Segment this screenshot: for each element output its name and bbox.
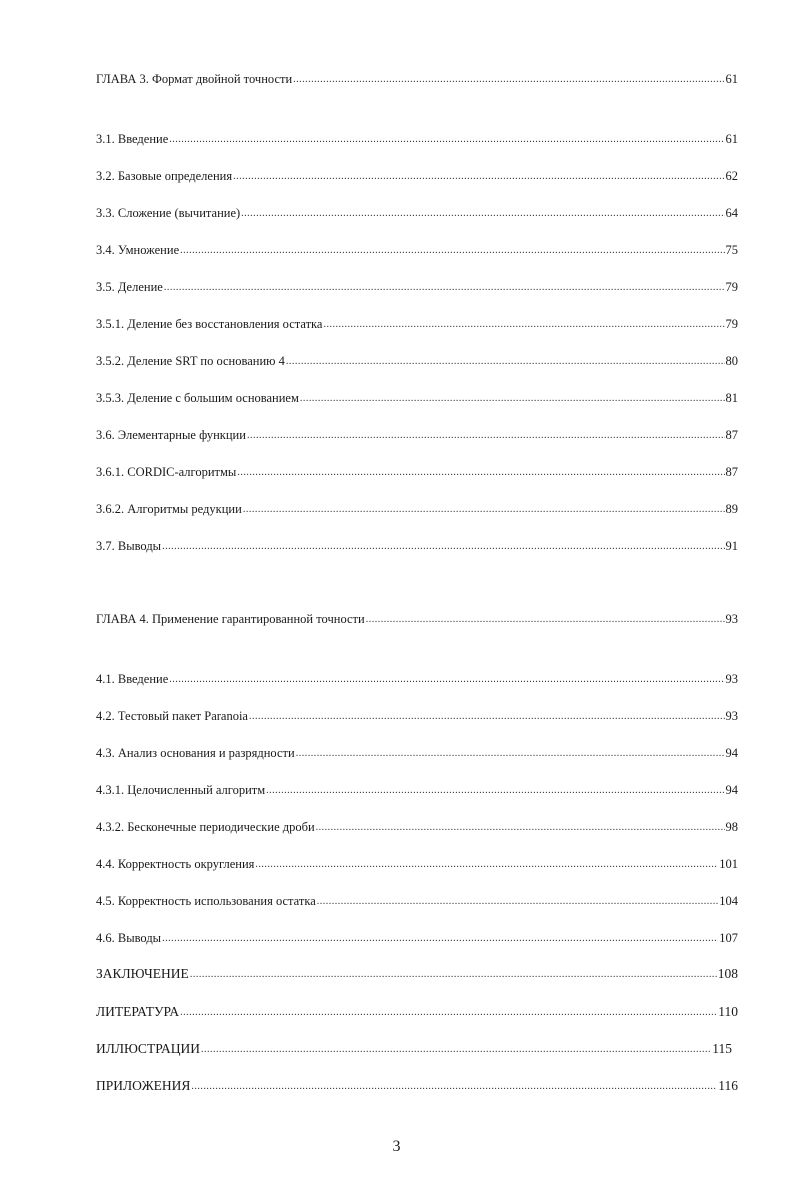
toc-entry (96, 856, 738, 874)
toc-entry (96, 708, 738, 726)
table-of-contents (96, 0, 738, 1192)
toc-entry-label: 3.1. Введение (96, 132, 169, 146)
toc-dot-leader (255, 855, 718, 873)
toc-entry-label: 3.6.1. CORDIC-алгоритмы (96, 465, 237, 479)
toc-dot-leader (293, 70, 724, 88)
toc-entry-label: 4.3.1. Целочисленный алгоритм (96, 783, 266, 797)
toc-entry-page: 87 (725, 428, 738, 442)
toc-dot-leader (300, 389, 725, 407)
toc-entry-page: 93 (725, 672, 738, 686)
toc-dot-leader (323, 315, 724, 333)
toc-entry-chapter-3 (96, 71, 738, 89)
toc-entry-page: 89 (725, 502, 738, 516)
toc-entry-page: 107 (719, 931, 738, 945)
toc-entry (96, 538, 738, 556)
toc-entry-page: 94 (725, 746, 738, 760)
toc-dot-leader (237, 463, 724, 481)
toc-entry (96, 464, 738, 482)
toc-entry-label: 3.7. Выводы (96, 539, 162, 553)
toc-dot-leader (243, 500, 725, 518)
toc-entry (96, 893, 738, 911)
toc-entry-page: 64 (725, 206, 738, 220)
toc-entry (96, 930, 738, 948)
toc-entry-label: 3.5.3. Деление с большим основанием (96, 391, 299, 405)
toc-entry (96, 242, 738, 260)
toc-entry-label: 4.3. Анализ основания и разрядности (96, 746, 295, 760)
toc-entry-page: 101 (719, 857, 738, 871)
toc-entry-page: 110 (718, 1004, 738, 1019)
toc-dot-leader (249, 707, 725, 725)
toc-dot-leader (180, 1003, 717, 1021)
toc-entry-label: 3.4. Умножение (96, 243, 180, 257)
toc-entry-page: 80 (725, 354, 738, 368)
toc-entry-page: 61 (725, 132, 738, 146)
toc-entry (96, 316, 738, 334)
toc-dot-leader (247, 426, 725, 444)
toc-entry-chapter-4 (96, 611, 738, 629)
toc-entry-label: 3.5.2. Деление SRT по основанию 4 (96, 354, 285, 368)
toc-dot-leader (317, 892, 718, 910)
toc-entry-label: ПРИЛОЖЕНИЯ (96, 1078, 191, 1093)
toc-entry-label: ЗАКЛЮЧЕНИЕ (96, 966, 189, 981)
toc-entry-page: 98 (725, 820, 738, 834)
toc-entry (96, 168, 738, 186)
toc-entry (96, 353, 738, 371)
toc-dot-leader (169, 130, 724, 148)
toc-entry (96, 205, 738, 223)
toc-dot-leader (180, 241, 724, 259)
toc-dot-leader (366, 610, 725, 628)
toc-entry-page: 94 (725, 783, 738, 797)
toc-entry-conclusion (96, 966, 738, 984)
toc-entry (96, 671, 738, 689)
toc-entry-label: ГЛАВА 3. Формат двойной точности (96, 72, 293, 86)
toc-entry (96, 131, 738, 149)
toc-entry-page: 108 (717, 966, 738, 981)
toc-dot-leader (169, 670, 724, 688)
toc-dot-leader (164, 278, 725, 296)
toc-entry-label: 4.5. Корректность использования остатка (96, 894, 316, 908)
toc-entry-page: 79 (725, 317, 738, 331)
toc-entry-label: 4.1. Введение (96, 672, 169, 686)
toc-entry-label: ГЛАВА 4. Применение гарантированной точности (96, 612, 365, 626)
toc-entry-page: 61 (725, 72, 738, 86)
toc-entry (96, 745, 738, 763)
toc-dot-leader (316, 818, 725, 836)
page-number: 3 (392, 1138, 401, 1155)
toc-dot-leader (201, 1040, 711, 1058)
toc-entry-label: 4.6. Выводы (96, 931, 162, 945)
toc-entry (96, 279, 738, 297)
toc-entry-page: 87 (725, 465, 738, 479)
toc-dot-leader (191, 1077, 717, 1095)
toc-dot-leader (241, 204, 724, 222)
toc-entry-page: 93 (725, 709, 738, 723)
toc-entry-page: 104 (719, 894, 738, 908)
toc-entry-label: 3.3. Сложение (вычитание) (96, 206, 241, 220)
toc-dot-leader (286, 352, 725, 370)
toc-entry-label: 4.3.2. Бесконечные периодические дроби (96, 820, 315, 834)
toc-entry-label: ИЛЛЮСТРАЦИИ (96, 1041, 200, 1056)
toc-dot-leader (266, 781, 724, 799)
toc-entry (96, 501, 738, 519)
toc-entry (96, 819, 738, 837)
toc-entry (96, 782, 738, 800)
toc-dot-leader (162, 929, 718, 947)
toc-entry-label: 4.4. Корректность округления (96, 857, 255, 871)
toc-entry-page: 91 (725, 539, 738, 553)
toc-entry-literature (96, 1004, 738, 1022)
toc-entry-label: 3.6. Элементарные функции (96, 428, 246, 442)
toc-entry-page: 62 (725, 169, 738, 183)
toc-entry-appendices (96, 1078, 738, 1096)
toc-entry-page: 116 (718, 1078, 738, 1093)
toc-entry-page: 75 (725, 243, 738, 257)
toc-entry-illustrations (96, 1041, 732, 1059)
toc-dot-leader (162, 537, 724, 555)
toc-entry-page: 93 (725, 612, 738, 626)
toc-entry (96, 390, 738, 408)
toc-entry-page: 79 (725, 280, 738, 294)
toc-dot-leader (233, 167, 724, 185)
toc-dot-leader (296, 744, 725, 762)
toc-dot-leader (190, 965, 717, 983)
toc-entry-page: 81 (725, 391, 738, 405)
toc-entry-label: 3.5.1. Деление без восстановления остатка (96, 317, 323, 331)
toc-entry-label: 4.2. Тестовый пакет Paranoia (96, 709, 248, 723)
toc-entry (96, 427, 738, 445)
toc-entry-label: 3.6.2. Алгоритмы редукции (96, 502, 242, 516)
toc-entry-page: 115 (712, 1041, 732, 1056)
toc-entry-label: ЛИТЕРАТУРА (96, 1004, 180, 1019)
toc-entry-label: 3.2. Базовые определения (96, 169, 233, 183)
toc-entry-label: 3.5. Деление (96, 280, 163, 294)
